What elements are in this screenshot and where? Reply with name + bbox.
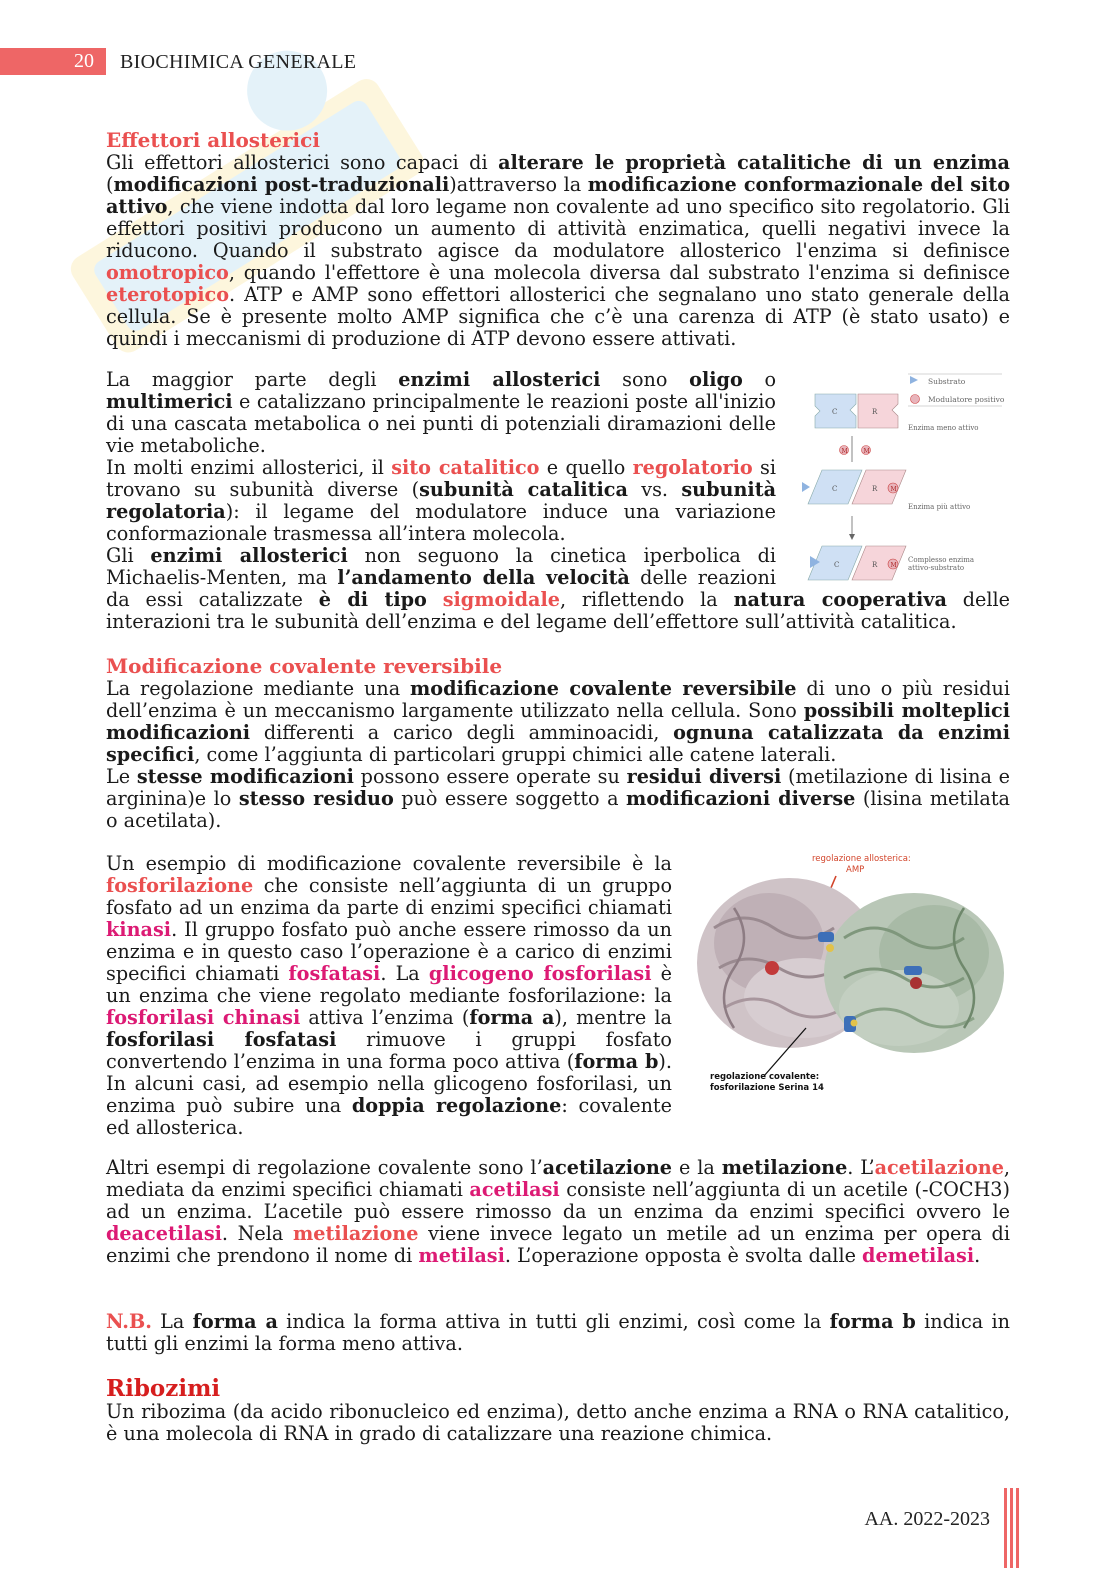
allosteric-enzyme-diagram [800, 370, 1006, 588]
footer-decorative-bars [1004, 1488, 1020, 1568]
svg-text:M: M [863, 448, 870, 455]
label-amp: AMP [846, 865, 865, 875]
label-complesso: Complesso enzima attivo-substrato [908, 556, 975, 572]
legend-substrato: Substrato [928, 377, 966, 386]
paragraph-michaelis: Gli enzimi allosterici non seguono la cinetica iperbolica di Michaelis-Menten, ma l’andamento della velocità delle reazioni [106, 544, 777, 589]
svg-text:C: C [832, 485, 838, 493]
label-meno-attivo: Enzima meno attivo [908, 424, 979, 432]
svg-text:C: C [832, 408, 838, 416]
page-number-tab [0, 48, 106, 75]
paragraph-oligomerici: La maggior parte degli enzimi allosterici sono oligo o multimerici e catalizzano principalmente le reazioni poste all'inizio di una cascata metabolica o nei punti di potenziali diramazioni delle vie metaboliche. [106, 368, 776, 457]
substrate-legend-icon [910, 376, 918, 384]
legend-modulatore: Modulatore positivo [928, 395, 1005, 404]
running-title: BIOCHIMICA GENERALE [120, 51, 357, 73]
heading-ribozimi: Ribozimi [106, 1375, 221, 1402]
modulator-legend-icon [911, 395, 920, 404]
paragraph-nb: N.B. La forma a indica la forma attiva in tutti gli enzimi, così come la forma b indica in tutti gli enzimi la forma meno attiva. [106, 1310, 1011, 1355]
paragraph-sigmoidale: da essi catalizzate è di tipo sigmoidale, riflettendo la natura cooperativa delle interazioni tra le subunità dell’enzima e del legame dell’effettore sull’attività catalitica. [106, 588, 1011, 633]
section-sigmoidale [106, 589, 1010, 633]
label-regolazione-covalente: regolazione covalente: [710, 1072, 820, 1082]
svg-text:M: M [890, 562, 897, 569]
section-nb [106, 1311, 1010, 1355]
footer-academic-year: AA. 2022-2023 [864, 1508, 990, 1530]
paragraph-effettori-intro: Gli effettori allosterici sono capaci di alterare le proprietà catalitiche di un enzima (modificazioni post-traduzionali)attraverso la modificazione conformazionale del sito attivo, che viene indotta dal loro legame non covalente ad uno specifico sito regolatorio. Gli effettori positivi producono un aumento di attività enzimatica, quelli negativi invece la riducono. Quando il substrato agisce da modulatore allosterico l'enzima si definisce omotropico, quando l'effettore è una molecola diversa dal substrato l'enzima si definisce eterotopico. ATP e AMP sono effettori allosterici che segnalano uno stato generale della cellula. Se è presente molto AMP significa che c’è una carenza di ATP (è stato usato) e quindi i meccanismi di produzione di ATP devono essere attivati. [106, 151, 1010, 350]
paragraph-stesse-modificazioni: Le stesse modificazioni possono essere operate su residui diversi (metilazione di lisina e arginina)e lo stesso residuo può essere soggetto a modificazioni diverse (lisina metilata o acetilata). [106, 765, 1010, 832]
svg-text:R: R [872, 408, 878, 416]
label-regolazione-allosterica: regolazione allosterica: [812, 854, 911, 864]
svg-text:R: R [872, 485, 878, 493]
svg-text:R: R [872, 561, 878, 569]
regulatory-subunit-inactive [858, 394, 898, 428]
heading-modificazione: Modificazione covalente reversibile [106, 654, 503, 678]
glycogen-phosphorylase-structure [694, 848, 1004, 1098]
section-acetilazione [106, 1157, 1010, 1267]
paragraph-ribozimi: Un ribozima (da acido ribonucleico ed enzima), detto anche enzima a RNA o RNA catalitico, è una molecola di RNA in grado di catalizzare una reazione chimica. [106, 1400, 1010, 1445]
paragraph-sito-catalitico: In molti enzimi allosterici, il sito catalitico e quello regolatorio si trovano su subunità diverse (subunità catalitica vs. subunità regolatoria): il legame del modulatore induce una variazione conformazionale trasmessa all’intera molecola. [106, 456, 777, 545]
label-serina-14: fosforilazione Serina 14 [710, 1083, 824, 1093]
paragraph-modificazione-intro: La regolazione mediante una modificazione covalente reversibile di uno o più residui dell’enzima è un meccanismo largamente utilizzato nella cellula. Sono possibili molteplici modificazioni differenti a carico degli amminoacidi, ognuna catalizzata da enzimi specifici, come l’aggiunta di particolari gruppi chimici alle catene laterali. [106, 677, 1010, 766]
svg-text:C: C [834, 561, 840, 569]
svg-text:M: M [841, 448, 848, 455]
section-ribozimi [106, 1376, 1010, 1445]
section-allosteric-enzymes [106, 369, 776, 589]
label-piu-attivo: Enzima più attivo [908, 503, 971, 511]
page-number: 20 [74, 50, 94, 72]
section-fosforilazione [106, 853, 672, 1139]
amp-site-marker [818, 932, 834, 942]
paragraph-acetilazione: Altri esempi di regolazione covalente sono l’acetilazione e la metilazione. L’acetilazione, mediata da enzimi specifici chiamati acetilasi consiste nell’aggiunta di un acetile (-COCH3) ad un enzima. L’acetile può essere rimosso da un enzima da enzimi specifici ovvero le deacetilasi. Nela metilazione viene invece legato un metile ad un enzima per opera di enzimi che prendono il nome di metilasi. L’operazione opposta è svolta dalle demetilasi. [106, 1156, 1011, 1267]
section-modificazione [106, 655, 1010, 832]
heading-effettori: Effettori allosterici [106, 128, 320, 152]
paragraph-fosforilazione: Un esempio di modificazione covalente reversibile è la fosforilazione che consiste nell’aggiunta di un gruppo fosfato ad un enzima da parte di enzimi specifici chiamati kinasi. Il gruppo fosfato può anche essere rimosso da un enzima e in questo caso l’operazione è a carico di enzimi specifici chiamati fosfatasi. La glicogeno fosforilasi è un enzima che viene regolato mediante fosforilazione: la fosforilasi chinasi attiva l’enzima (forma a), mentre la fosforilasi fosfatasi rimuove i gruppi fosfato convertendo l’enzima in una forma poco attiva (forma b). In alcuni casi, ad esempio nella glicogeno fosforilasi, un enzima può subire una doppia regolazione: covalente ed allosterica. [106, 852, 672, 1139]
svg-text:M: M [890, 486, 897, 493]
section-effettori [106, 129, 1010, 350]
